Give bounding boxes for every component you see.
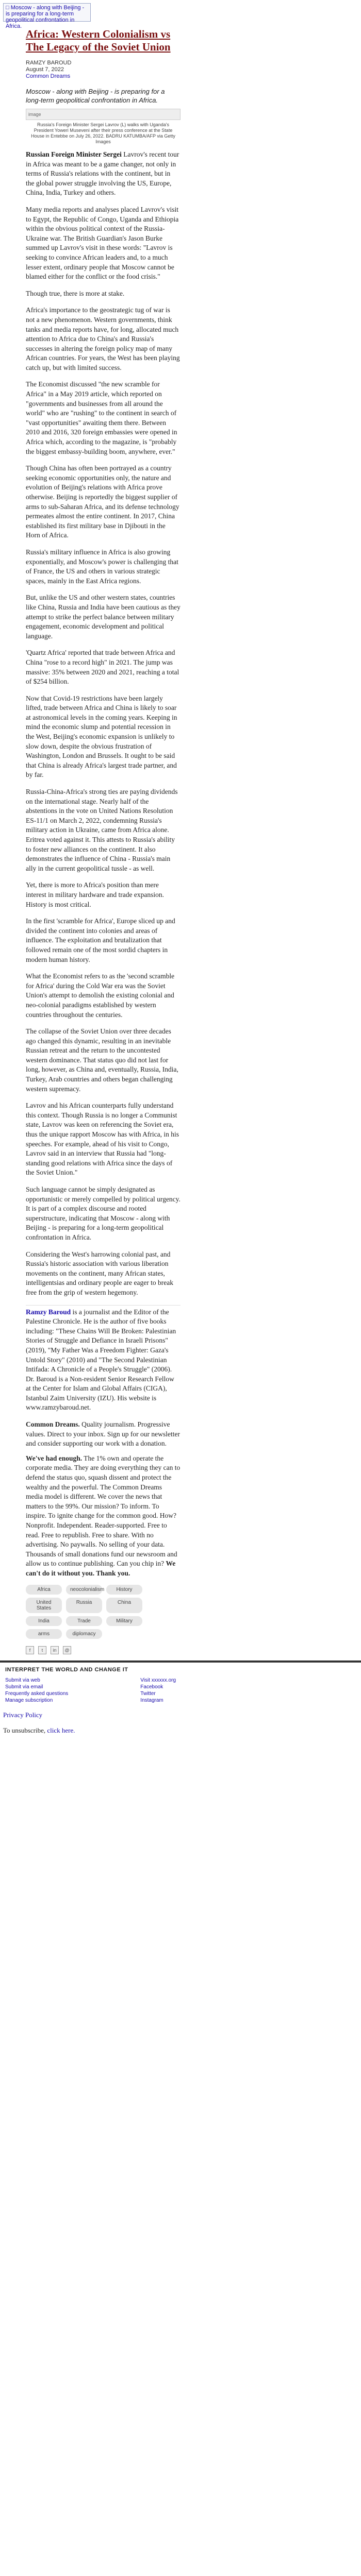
paragraph-text: Many media reports and analyses placed Lavrov's visit to Egypt, the Republic of Congo, Uganda and Ethiopia within the obvious political context of the Russia-Ukraine war. The British Guardian's Jason Burke summed up Lavrov's visit in these words: "Lavrov is seeking to convince African leaders and, to a much lesser extent, ordinary people that Moscow cannot be blamed either for the conflict or the food crisis." [26,205,179,281]
paragraph-text: Though true, there is more at stake. [26,289,125,297]
article-paragraph [26,880,180,909]
paragraph-text: 'Quartz Africa' reported that trade between Africa and China "rose to a record high" in 2021. The jump was massive: 35% between 2020 and 2021, reaching a total of $254 billion. [26,649,179,686]
paragraph-text: Such language cannot be simply designated as opportunistic or merely compelled by political urgency. It is part of a complex discourse and rooted superstructure, indicating that Moscow - along with Beijing - is preparing for a long-term geopolitical confrontation in Africa. [26,1185,180,1241]
paragraph-text: Russia's military influence in Africa is also growing exponentially, and Moscow's power is challenging that of France, the US and others in various strategic spaces, mainly in the East Africa regions. [26,548,178,585]
footer-link[interactable]: Visit xxxxxx.org [140,1677,176,1683]
paragraph-lead: Russian Foreign Minister Sergei [26,150,122,158]
article-paragraph [26,150,180,198]
unsubscribe-line [3,1726,361,1735]
article-paragraph [26,694,180,780]
footer-heading: INTERPRET THE WORLD AND CHANGE IT [5,1666,128,1673]
tag-list [26,1585,180,1639]
paragraph-text: What the Economist refers to as the 'second scramble for Africa' during the Cold War era was the Soviet Union's attempt to demolish the existing colonial and neo-colonial paradigms established by western countries throughout the centuries. [26,972,175,1019]
share-icon[interactable]: f [26,1646,34,1654]
footer-link[interactable]: Manage subscription [5,1697,53,1703]
article-paragraph [26,205,180,282]
article-paragraph [26,380,180,456]
paragraph-text: In the first 'scramble for Africa', Europe sliced up and divided the continent into colonies and areas of influence. The exploitation and brutalization that followed remain one of the most sordid chapters in modern human history. [26,917,175,963]
paragraph-text: Lavrov and his African counterparts fully understand this context. Though Russia is no longer a Communist state, Lavrov was keen on referencing the Soviet era, thus the unique rapport Moscow has with Africa, in his speeches. For example, ahead of his visit to Congo, Lavrov said in an interview that Russia had "long-standing good relations with Africa since the days of the Soviet Union." [26,1101,179,1177]
tag-pill[interactable]: Military [106,1616,142,1626]
share-icon[interactable]: @ [63,1646,71,1654]
article-paragraph [26,972,180,1020]
article-paragraph [26,1250,180,1298]
article-paragraph [26,787,180,873]
paragraph-text: Yet, there is more to Africa's position than mere interest in military hardware and trade expansion. History is most critical. [26,881,165,908]
article-paragraph [26,917,180,964]
footer-link[interactable]: Twitter [140,1690,156,1697]
tag-pill[interactable]: arms [26,1629,62,1639]
source-link[interactable]: Common Dreams [26,73,71,79]
tag-pill[interactable]: India [26,1616,62,1626]
header-image-alt: Moscow - along with Beijing - is preparing for a long-term geopolitical confrontation in Africa. [6,5,85,29]
date: August 7, 2022 [26,66,64,73]
unsubscribe-text: To unsubscribe, [3,1726,46,1734]
paragraph-text: The collapse of the Soviet Union over three decades ago changed this dynamic, resulting in an inevitable Russian retreat and the return to the uncontested western dominance. That status quo did not last for long, however, as China and, eventually, Russia, India, Turkey, Arab countries and others began challenging western supremacy. [26,1027,178,1093]
article-paragraph [26,306,180,372]
paragraph-text: Russia-China-Africa's strong ties are paying dividends on the international stage. Nearly half of the abstentions in the vote on United Nations Resolution ES-11/1 on March 2, 2022, condemning Russia's military action in Ukraine, came from Africa alone. Eritrea voted against it. This attests to Russia's ability to foster new alliances on the continent. It also demonstrates the influence of China - Russia's main ally in the current geopolitical tussle - as well. [26,788,178,872]
footer-right-links [140,1677,176,1704]
cd-lead-1: Common Dreams. [26,1420,80,1429]
article [26,28,180,1654]
footer-left-links [5,1677,68,1704]
article-paragraph [26,1027,180,1094]
footer-link[interactable]: Facebook [140,1684,163,1690]
paragraph-text: Though China has often been portrayed as a country seeking economic opportunities only, the nature and evolution of Beijing's relations with Africa prove otherwise. Beijing is reportedly the biggest supplier of arms to sub-Saharan Africa, and its defense technology permeates almost the entire continent. In 2017, China established its first military base in Djibouti in the Horn of Africa. [26,464,179,539]
author: RAMZY BAROUD [26,60,72,66]
cd-closing: We can't do it without you. Thank you. [26,1560,176,1577]
paragraph-text: The Economist discussed "the new scramble for Africa" in a May 2019 article, which reported on "governments and businesses from all around the world" who are "rushing" to the continent in search of "vast opportunities" awaiting them there. Between 2010 and 2016, 320 foreign embassies were opened in Africa which, according to the magazine, is "probably the biggest embassy-building boom, anywhere, ever." [26,380,177,455]
header-image-link[interactable] [3,3,91,29]
broken-image-icon: □ [6,5,11,11]
share-icons [26,1646,180,1654]
article-title[interactable]: Africa: Western Colonialism vs The Legacy of the Soviet Union [26,28,171,53]
image-placeholder-label: image [28,112,41,117]
tag-pill[interactable]: Africa [26,1585,62,1595]
article-body [26,150,180,1298]
tag-pill[interactable]: History [106,1585,142,1595]
footer-link[interactable]: Submit via email [5,1684,43,1690]
share-icon[interactable]: t [38,1646,46,1654]
unsubscribe-link[interactable]: click here. [47,1726,75,1734]
article-subtitle: Moscow - along with Beijing - is preparing for a long-term geopolitical confrontation in Africa. [26,88,165,104]
paragraph-text: Lavrov's recent tour in Africa was meant to be a game changer, not only in terms of Russia's relations with the continent, but in the global power struggle involving the US, Europe, China, India, Turkey and others. [26,150,179,197]
share-icon[interactable]: in [51,1646,59,1654]
article-meta [26,60,180,80]
article-paragraph [26,593,180,641]
tag-pill[interactable]: Trade [66,1616,102,1626]
bio-text: is a journalist and the Editor of the Palestine Chronicle. He is the author of five books including: "These Chains Will Be Broken: Palestinian Stories of Struggle and Defiance in Israeli Prisons" (2019), "My Father Was a Freedom Fighter: Gaza's Untold Story" (2010) and "The Second Palestinian Intifada: A Chronicle of a People's Struggle" (2006). Dr. Baroud is a Non-resident Senior Research Fellow at the Center for Islam and Global Affairs (CIGA), Istanbul Zaim University (IZU). His website is www.ramzybaroud.net. [26,1308,176,1412]
footer-link[interactable]: Submit via web [5,1677,40,1683]
paragraph-text: Africa's importance to the geostrategic tug of war is not a new phenomenon. Western governments, think tanks and media reports have, for long, allocated much attention to Africa due to China's and Russia's successes in altering the foreign policy map of many African countries. For years, the West has been playing catch up, but with limited success. [26,306,180,371]
author-bio [26,1305,180,1413]
common-dreams-appeal [26,1420,180,1579]
cd-lead-2: We've had enough. [26,1454,83,1462]
tag-pill[interactable]: neocolonialism [66,1585,102,1595]
article-paragraph [26,1101,180,1178]
cd-text-1[interactable]: Quality journalism. Progressive values. Direct to your inbox. Sign up for our newsletter and consider supporting our work with a donation. [26,1420,180,1448]
article-paragraph [26,1185,180,1243]
article-paragraph [26,289,180,299]
footer-link[interactable]: Instagram [140,1697,163,1703]
footer-link[interactable]: Frequently asked questions [5,1690,69,1697]
article-paragraph [26,648,180,686]
article-figure [26,109,180,145]
paragraph-text: Now that Covid-19 restrictions have been largely lifted, trade between Africa and China is likely to soar at astronomical levels in the coming years. Keeping in mind the economic slump and potential recession in the West, Beijing's economic expansion is unlikely to slow down, despite the obvious frustration of Washington, London and Brussels. It ought to be said that China is already Africa's largest trade partner, and by far. [26,694,177,779]
image-caption: Russia's Foreign Minister Sergei Lavrov (L) walks with Uganda's President Yoweri Museveni after their press conference at the State House in Entebbe on July 26, 2022. BADRU KATUMBA/AFP via Getty Images [31,122,175,144]
tag-pill[interactable]: China [106,1598,142,1613]
paragraph-text: Considering the West's harrowing colonial past, and Russia's historic association with various liberation movements on the continent, many African states, intelligentsias and ordinary people are eager to break free from the grip of western hegemony. [26,1250,174,1296]
privacy-policy-link[interactable]: Privacy Policy [3,1710,43,1719]
tag-pill[interactable]: Russia [66,1598,102,1613]
article-image [26,109,180,120]
email-page [0,3,361,1735]
footer [0,1660,361,1704]
bio-author-link[interactable]: Ramzy Baroud [26,1308,71,1316]
article-paragraph [26,464,180,540]
tag-pill[interactable]: United States [26,1598,62,1613]
cd-text-2: The 1% own and operate the corporate media. They are doing everything they can to defend the status quo, squash dissent and protect the wealthy and the powerful. The Common Dreams media model is different. We cover the news that matters to the 99%. Our mission? To inform. To inspire. To ignite change for the common good. How? Nonprofit. Independent. Reader-supported. Free to read. Free to republish. Free to share. With no advertising. No paywalls. No selling of your data. Thousands of small donations fund our newsroom and allow us to continue publishing. Can you chip in? [26,1454,180,1568]
paragraph-text: But, unlike the US and other western states, countries like China, Russia and India have been cautious as they attempt to strike the perfect balance between military engagement, economic development and political language. [26,594,180,640]
article-paragraph [26,548,180,586]
tag-pill[interactable]: diplomacy [66,1629,102,1639]
